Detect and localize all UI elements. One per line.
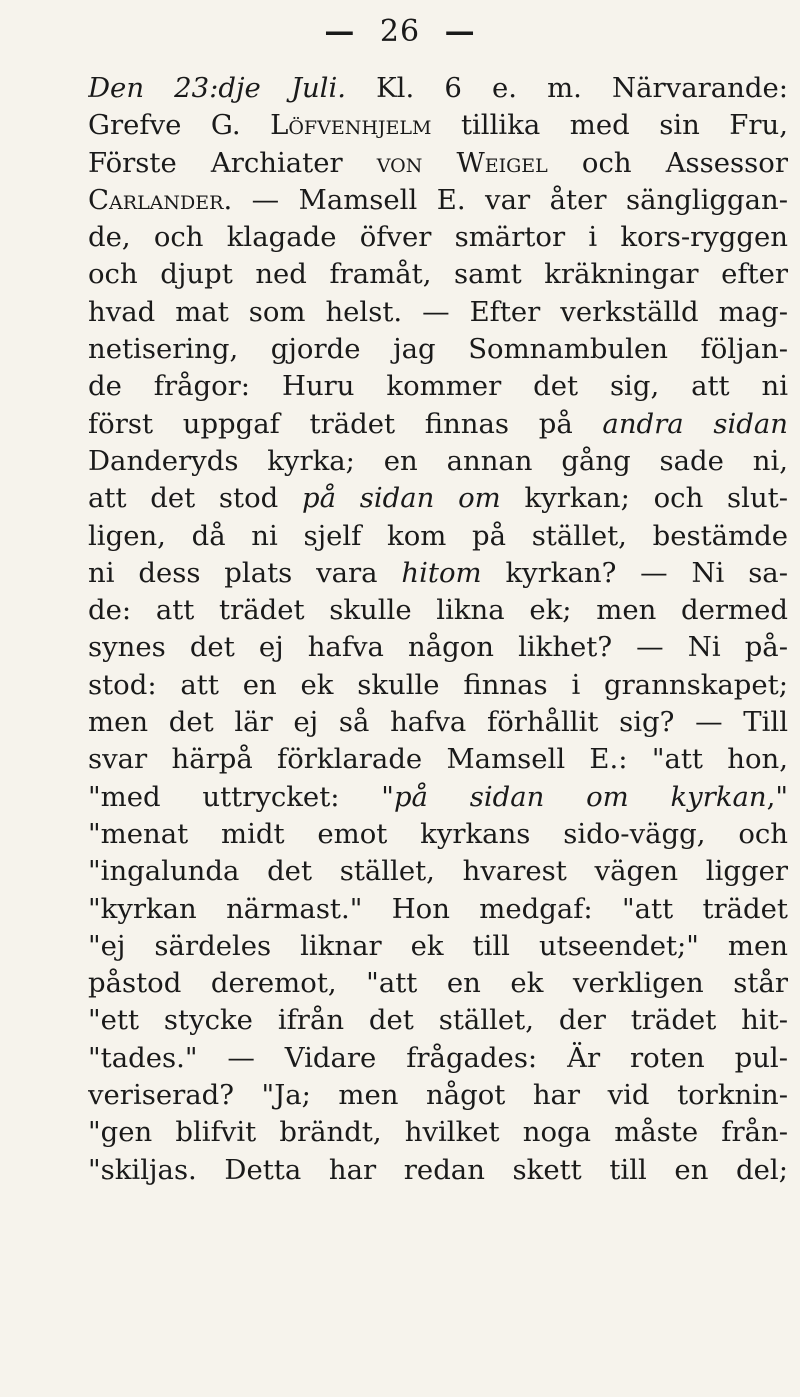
text-segment: svar härpå förklarade Mamsell E.: "att hon, <box>88 743 788 776</box>
text-segment: — Mamsell E. var åter sängliggan- <box>232 183 788 216</box>
text-line <box>88 331 788 368</box>
person-name: Löfvenhjelm <box>270 109 432 142</box>
text-line <box>88 480 788 517</box>
text-segment: påstod deremot, "att en ek verkligen står <box>88 967 788 1000</box>
text-segment: Grefve G. <box>88 109 271 142</box>
text-segment: de: att trädet skulle likna ek; men dermed <box>88 594 788 627</box>
text-segment: ligen, då ni sjelf kom på stället, bestämde <box>88 519 788 552</box>
text-line <box>88 1152 788 1189</box>
text-segment: "ej särdeles liknar ek till utseendet;" men <box>88 929 788 962</box>
text-segment: veriserad? "Ja; men något har vid torknin- <box>88 1079 788 1112</box>
header-dash-right: — <box>444 14 476 49</box>
text-line <box>88 1114 788 1151</box>
text-line <box>88 1040 788 1077</box>
emphasis-text: på sidan om kyrkan <box>393 780 767 813</box>
body-text <box>88 70 788 1189</box>
text-segment: de frågor: Huru kommer det sig, att ni <box>88 370 788 403</box>
page-header <box>0 14 800 49</box>
emphasis-text: Den 23:dje Juli. <box>88 72 347 104</box>
text-segment: kyrkan? — Ni sa- <box>481 556 788 589</box>
text-line <box>88 518 788 555</box>
text-segment: Kl. 6 e. m. Närvarande: <box>346 72 788 104</box>
text-line <box>88 965 788 1002</box>
text-line <box>88 816 788 853</box>
text-segment: att det stod <box>88 482 302 515</box>
text-line <box>88 1077 788 1114</box>
text-segment: först uppgaf trädet finnas på <box>88 407 603 440</box>
text-segment: "skiljas. Detta har redan skett till en del; <box>88 1153 788 1186</box>
text-segment: och Assessor <box>547 146 788 179</box>
person-name: Carlander. <box>88 183 233 216</box>
text-line <box>88 368 788 405</box>
text-line <box>88 704 788 741</box>
text-line <box>88 182 788 219</box>
text-line <box>88 928 788 965</box>
text-segment: tillika med sin Fru, <box>431 109 788 142</box>
text-line <box>88 853 788 890</box>
text-line <box>88 70 788 107</box>
text-segment: synes det ej hafva någon likhet? — Ni på- <box>88 631 788 664</box>
text-line <box>88 406 788 443</box>
text-line <box>88 667 788 704</box>
text-segment: "menat midt emot kyrkans sido-vägg, och <box>88 817 788 850</box>
text-line <box>88 592 788 629</box>
text-line <box>88 891 788 928</box>
page-number: 26 <box>379 14 421 49</box>
text-line <box>88 1002 788 1039</box>
text-line <box>88 629 788 666</box>
text-segment: "gen blifvit brändt, hvilket noga måste från- <box>88 1116 788 1149</box>
text-line <box>88 779 788 816</box>
emphasis-text: på sidan om <box>302 482 501 515</box>
text-line <box>88 145 788 182</box>
text-segment: hvad mat som helst. — Efter verkställd mag- <box>88 295 788 328</box>
text-segment: "kyrkan närmast." Hon medgaf: "att trädet <box>88 892 788 925</box>
text-segment: men det lär ej så hafva förhållit sig? — Till <box>88 706 788 739</box>
text-segment: Danderyds kyrka; en annan gång sade ni, <box>88 444 788 477</box>
text-segment: stod: att en ek skulle finnas i grannskapet; <box>88 668 788 701</box>
emphasis-text: hitom <box>401 556 482 589</box>
emphasis-text: andra sidan <box>602 407 788 440</box>
text-line <box>88 741 788 778</box>
text-segment: kyrkan; och slut- <box>500 482 788 515</box>
text-segment: "ingalunda det stället, hvarest vägen ligger <box>88 855 788 888</box>
text-line <box>88 256 788 293</box>
person-name: von Weigel <box>376 146 548 179</box>
text-segment: "med uttrycket: " <box>88 780 394 813</box>
text-segment: och djupt ned framåt, samt kräkningar efter <box>88 258 788 291</box>
text-segment: Förste Archiater <box>88 146 377 179</box>
header-dash-left: — <box>324 14 356 49</box>
text-segment: ni dess plats vara <box>88 556 402 589</box>
text-segment: ," <box>766 780 788 813</box>
text-segment: "tades." — Vidare frågades: Är roten pul- <box>88 1041 788 1074</box>
text-line <box>88 443 788 480</box>
text-segment: "ett stycke ifrån det stället, der trädet hit- <box>88 1004 788 1037</box>
text-segment: netisering, gjorde jag Somnambulen följan- <box>88 333 788 366</box>
text-line <box>88 219 788 256</box>
text-line <box>88 107 788 144</box>
text-line <box>88 555 788 592</box>
text-segment: de, och klagade öfver smärtor i kors-ryggen <box>88 221 788 254</box>
text-line <box>88 294 788 331</box>
